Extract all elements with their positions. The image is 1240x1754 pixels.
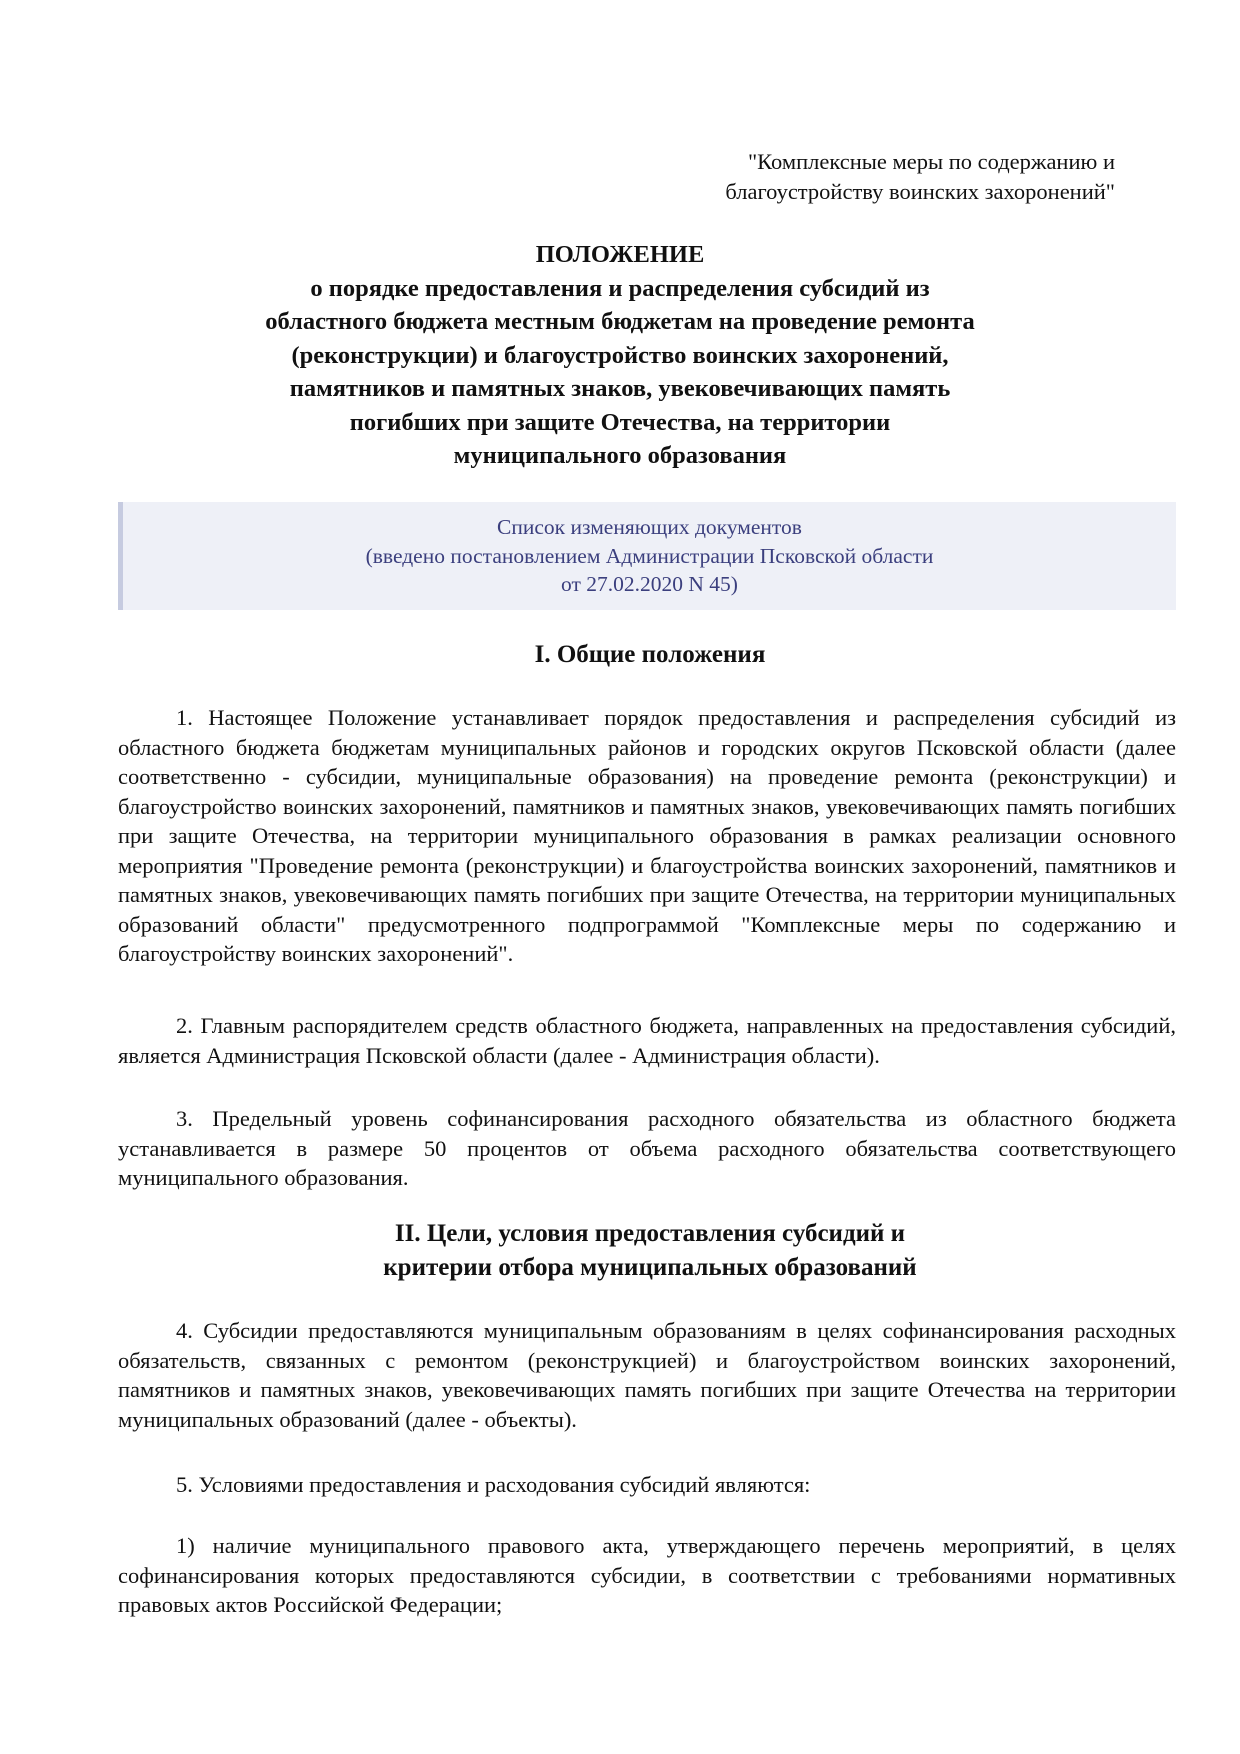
amending-documents-box (118, 502, 1176, 610)
epigraph-line-2: благоустройству воинских захоронений" (725, 179, 1115, 204)
paragraph-2: 2. Главным распорядителем средств областного бюджета, направленных на предоставления субсидий, является Администрация Псковской области (далее - Администрация области). (118, 1013, 1176, 1068)
epigraph-line-1: "Комплексные меры по содержанию и (747, 149, 1115, 174)
paragraph-5-item-1: 1) наличие муниципального правового акта, утверждающего перечень мероприятий, в целях софинансирования которых предоставляются субсидии, в соответствии с требованиями нормативных правовых актов Российской Федерации; (118, 1533, 1176, 1617)
paragraph-5: 5. Условиями предоставления и расходования субсидий являются: (176, 1472, 811, 1497)
program-epigraph (725, 147, 1115, 207)
title-line: (реконструкции) и благоустройство воинских захоронений, (291, 341, 949, 369)
title-line: областного бюджета местным бюджетам на проведение ремонта (265, 308, 975, 335)
amending-documents-date: от 27.02.2020 N 45) (561, 572, 738, 596)
amending-documents-title: Список изменяющих документов (497, 515, 802, 539)
paragraph-3: 3. Предельный уровень софинансирования расходного обязательства из областного бюджета устанавливается в размере 50 процентов от объема расходного обязательства соответствующего муниципального образования. (118, 1106, 1176, 1190)
document-title (120, 238, 1120, 473)
section-2-heading-line-2: критерии отбора муниципальных образований (383, 1254, 917, 1281)
title-line: о порядке предоставления и распределения субсидий из (310, 274, 930, 302)
amending-documents-reference: (введено постановлением Администрации Псковской области (365, 543, 934, 568)
section-2-heading-line-1: II. Цели, условия предоставления субсидий и (394, 1220, 906, 1247)
section-1-heading: I. Общие положения (534, 641, 766, 668)
title-line: памятников и памятных знаков, увековечивающих память (289, 375, 951, 402)
paragraph-4: 4. Субсидии предоставляются муниципальным образованиям в целях софинансирования расходных обязательств, связанных с ремонтом (реконструкцией) и благоустройством воинских захоронений, памятников и памятных знаков, увековечивающих память погибших при защите Отечества на территории муниципальных образований (далее - объекты). (118, 1318, 1176, 1432)
title-line: погибших при защите Отечества, на территории (349, 408, 891, 436)
paragraph-1: 1. Настоящее Положение устанавливает порядок предоставления и распределения субсидий из областного бюджета бюджетам муниципальных районов и городских округов Псковской области (далее соответственно - субсидии, муниципальные образования) на проведение ремонта (реконструкции) и благоустройство воинских захоронений, памятников и памятных знаков, увековечивающих память погибших при защите Отечества, на территории муниципального образования в рамках реализации основного мероприятия "Проведение ремонта (реконструкции) и благоустройства воинских захоронений, памятников и памятных знаков, увековечивающих память погибших при защите Отечества, на территории муниципальных образований области" предусмотренного подпрограммой "Комплексные меры по содержанию и благоустройству воинских захоронений". (118, 705, 1176, 966)
title-line: муниципального образования (453, 442, 787, 469)
section-2-heading (120, 1217, 1180, 1285)
title-heading: ПОЛОЖЕНИЕ (535, 241, 705, 268)
